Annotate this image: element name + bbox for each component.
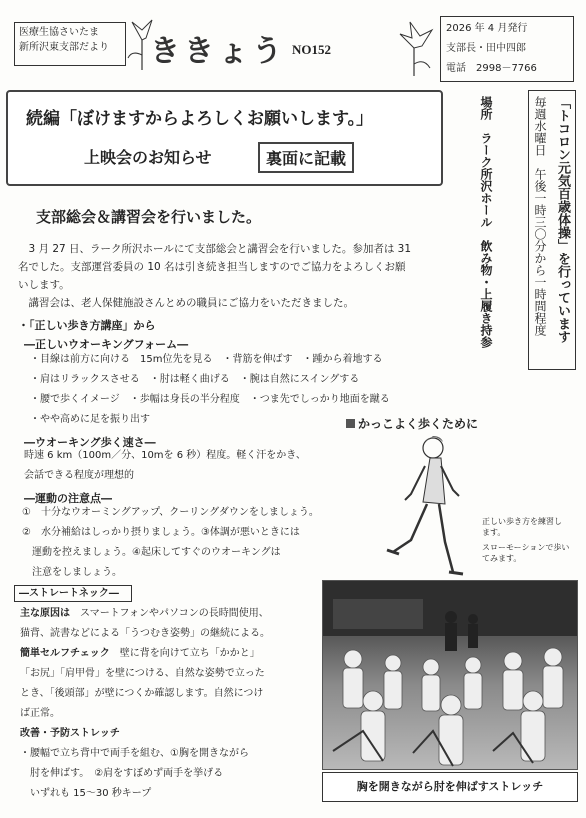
walking-speed-text bbox=[24, 446, 306, 486]
walking-illustration-title bbox=[346, 415, 478, 432]
publication-info bbox=[440, 16, 574, 82]
list-item: ② 水分補給はしっかり摂りましょう。③体調が悪いときには bbox=[22, 527, 300, 538]
bellflower-icon bbox=[392, 18, 438, 78]
walking-note-slow-motion: スローモーションで歩いてみます。 bbox=[482, 543, 570, 563]
list-item: ① 十分なウオーミングアップ、クーリングダウンをしましょう。 bbox=[22, 507, 319, 518]
check-line: 「お尻」「肩甲骨」を壁につける、自然な姿勢で立った bbox=[20, 668, 265, 679]
banner-see-reverse: 裏面に記載 bbox=[258, 142, 354, 173]
list-item: 運動を控えましょう。④起床してすぐのウオーキングは bbox=[22, 547, 281, 558]
intro-paragraph bbox=[18, 240, 411, 312]
issue-number: NO152 bbox=[292, 42, 331, 57]
caution-subtitle: ―運動の注意点― bbox=[24, 492, 112, 505]
walking-woman-illustration bbox=[375, 432, 485, 582]
walking-speed-subtitle: ―ウオーキング歩く速さ― bbox=[24, 436, 156, 449]
branch-chief: 支部長・田中四郎 bbox=[446, 43, 526, 54]
list-item: 注意をしましょう。 bbox=[22, 567, 122, 578]
straight-neck-heading: ―ストレートネック― bbox=[14, 585, 132, 602]
group-photo-image bbox=[323, 581, 578, 770]
article-heading: 支部総会＆講習会を行いました。 bbox=[36, 208, 262, 226]
square-bullet-icon bbox=[346, 419, 355, 428]
walking-form-list bbox=[30, 350, 390, 430]
cause-label: 主な原因は bbox=[20, 608, 70, 619]
stretch-line: いずれも 15～30 秒キープ bbox=[20, 788, 152, 799]
lecture-line: 講習会は、老人保健施設さんとめの職員にご協力をいただきました。 bbox=[18, 297, 354, 309]
speed-line: 時速 6 km（100m／分、10mを 6 秒）程度。軽く汗をかき、 bbox=[24, 450, 306, 461]
intro-line: いします。 bbox=[18, 279, 70, 291]
photo-caption: 胸を開きながら肘を伸ばすストレッチ bbox=[322, 772, 578, 802]
walking-note-practice: 正しい歩き方を練習します。 bbox=[482, 517, 562, 537]
list-item: ・腰で歩くイメージ ・歩幅は身長の半分程度 ・つま先でしっかり地面を蹴る bbox=[30, 394, 390, 405]
list-item: ・やや高めに足を振り出す bbox=[30, 414, 150, 425]
straight-neck-text bbox=[20, 604, 320, 804]
caution-list bbox=[22, 503, 319, 583]
self-check-label: 簡単セルフチェック bbox=[20, 648, 110, 659]
intro-line: 3 月 27 日、ラーク所沢ホールにて支部総会と講習会を行いました。参加者は 31 bbox=[18, 243, 412, 255]
exercise-notice-schedule: 毎週水曜日 午後一時三〇分から一時間程度 bbox=[533, 96, 547, 336]
stretch-line: ・腰幅で立ち背中で両手を組む、①胸を開きながら bbox=[20, 748, 249, 759]
cause-line: スマートフォンやパソコンの長時間使用、 bbox=[70, 608, 269, 619]
org-branch: 新所沢東支部だより bbox=[19, 42, 109, 53]
exercise-notice-place: 場所 ラーク所沢ホール 飲み物・上履き持参 bbox=[479, 96, 493, 348]
stretch-class-photo bbox=[322, 580, 578, 770]
check-line: ば正常。 bbox=[20, 708, 60, 719]
banner-movie-title: 続編「ぼけますからよろしくお願いします。」 bbox=[26, 109, 374, 129]
newsletter-title: ききょう bbox=[150, 34, 286, 69]
org-name: 医療生協さいたま bbox=[19, 27, 99, 38]
check-line: とき、「後頭部」が壁につくか確認します。自然につけ bbox=[20, 688, 264, 699]
walking-form-subtitle: ―正しいウオーキングフォーム― bbox=[24, 338, 189, 351]
list-item: ・目線は前方に向ける 15m位先を見る ・背筋を伸ばす ・踵から着地する bbox=[30, 354, 383, 365]
list-item: ・肩はリラックスさせる ・肘は軽く曲げる ・腕は自然にスイングする bbox=[30, 374, 360, 385]
exercise-notice-title: 「トコロン元気百歳体操」を行っています bbox=[555, 96, 570, 343]
organization-box bbox=[14, 22, 126, 66]
cause-line: 猫背、読書などによる「うつむき姿勢」の継続による。 bbox=[20, 628, 270, 639]
speed-line: 会話できる程度が理想的 bbox=[24, 470, 134, 481]
illustration-title-text: かっこよく歩くために bbox=[358, 417, 479, 431]
intro-line: 名でした。支部運営委員の 10 名は引き続き担当しますのでご協力をよろしくお願 bbox=[18, 261, 406, 273]
walking-section-title: ・「正しい歩き方講座」から bbox=[18, 319, 156, 332]
publication-date: 2026 年 4 月発行 bbox=[446, 23, 528, 34]
banner-screening-notice: 上映会のお知らせ bbox=[84, 148, 212, 167]
phone-number: 電話 2998－7766 bbox=[446, 63, 537, 74]
check-line: 壁に背を向けて立ち「かかと」 bbox=[109, 648, 260, 659]
stretch-label: 改善・予防ストレッチ bbox=[20, 728, 120, 739]
stretch-line: 肘を伸ばす。 ②肩をすぼめず両手を挙げる bbox=[20, 768, 224, 779]
